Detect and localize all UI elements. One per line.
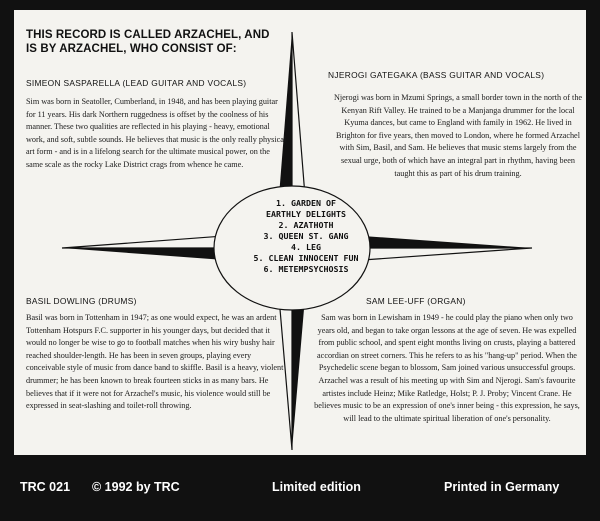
origin-note: Printed in Germany [444,480,560,494]
insert-sheet [14,10,586,455]
headline [26,28,326,56]
member-bio-basil: Basil was born in Tottenham in 1947; as one would expect, he was an ardent Tottenham Hotspurs F.C. supporter in his younger days, but decided that it would no longer be wise to go to football matches when his wiry bushy hair reached shoulder-length. He has been in seven groups, playing every conceivable style of music from dance band to skiffle. Basil is a heavy, violent drummer; he has been known to break fourteen sticks in as many bars. He believes that if it were not for Arzachel's music, his violence would still be expressed in seat-slashing and toilet-roll throwing. [26,313,284,411]
member-name-basil: BASIL DOWLING (DRUMS) [26,296,137,306]
member-bio-simeon: Sim was born in Seatoller, Cumberland, in 1948, and has been playing guitar for 11 years. His dark Northern ruggedness is offset by the coolness of his manner. These two qualities are reflected in his playing - heavy, emotional work, and soft, subtle sounds. He believes that music is the only really physical art form - and is in a lifelong search for the ultimate musical power, on the same scale as the rocky Lake District crags from whence he came. [26,97,287,169]
track-line: 4. LEG [291,242,321,252]
copyright-notice: © 1992 by TRC [92,480,180,494]
headline-line-1: THIS RECORD IS CALLED ARZACHEL, AND [26,29,270,41]
footer-bar [0,468,600,508]
member-bio-sam: Sam was born in Lewisham in 1949 - he could play the piano when only two years old, and began to take organ lessons at the age of seven. He was expelled from public school, and spent eight months living on crusts, playing a battered accordian on street corners. This he refers to as his "hang-up" period. When the Psychedelic scene began to blossom, Sam joined various unsuccessful groups. Arzachel was a result of his meeting up with Sim and Njerogi. Sam's favourite artistes include Heinz; Mike Ratledge, Holst; P. J. Proby; Vincent Crane. He believes music to be an expression of one's inner being - this expression, he says, will lead to the ultimate spiritual liberation of one's personality. [314,313,580,423]
member-bio-njerogi: Njerogi was born in Mzumi Springs, a small border town in the north of the Kenyan Rift Valley. He trained to be a Manjanga drummer for the local Kyuma dances, but came to England with family in 1962. He lived in Brighton for five years, then moved to London, where he formed Arzachel with Sim, Basil, and Sam. He believes that music stems largely from the sexual urge, both of which have an integral part in rhythm, having been taught this as part of his drum training. [333,93,583,178]
edition-note: Limited edition [272,480,361,494]
track-line: 2. AZATHOTH [278,220,334,230]
member-name-simeon: SIMEON SASPARELLA (LEAD GUITAR AND VOCALS) [26,78,247,88]
member-name-njerogi: NJEROGI GATEGAKA (BASS GUITAR AND VOCALS) [328,70,545,80]
track-line: 5. CLEAN INNOCENT FUN [253,253,359,263]
track-list [232,198,380,275]
track-line: EARTHLY DELIGHTS [266,209,346,219]
track-line: 3. QUEEN ST. GANG [263,231,349,241]
catalog-number: TRC 021 [20,480,71,494]
headline-line-2: IS BY ARZACHEL, WHO CONSIST OF: [26,43,237,55]
track-line: 6. METEMPSYCHOSIS [263,264,349,274]
track-line: 1. GARDEN OF [276,198,336,208]
member-name-sam: SAM LEE-UFF (ORGAN) [366,296,466,306]
